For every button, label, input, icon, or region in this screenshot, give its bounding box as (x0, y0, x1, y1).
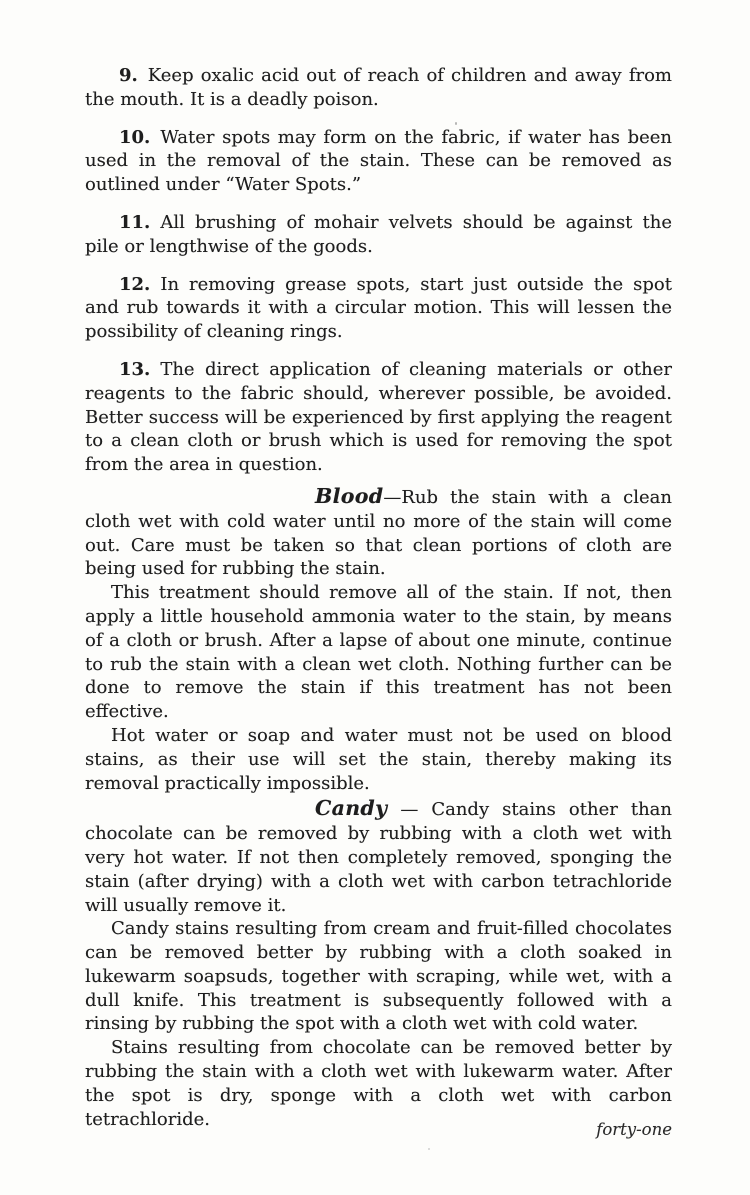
numbered-item-12 (85, 273, 672, 344)
candy-paragraph-3: Stains resulting from chocolate can be removed better by rubbing the stain with a cloth wet with lukewarm water. After the spot is dry, sponge with a cloth wet with carbon tetrachloride. (85, 1037, 672, 1130)
page-footer (596, 1120, 672, 1139)
item-number: 11. (119, 211, 151, 233)
blood-paragraph-2: This treatment should remove all of the stain. If not, then apply a little household ammonia water to the stain, by means of a cloth or brush. After a lapse of about one minute, continue to rub the stain with a clean wet cloth. Nothing further can be done to remove the stain if this treatment has not been effective. (85, 582, 672, 723)
section-blood (85, 485, 672, 795)
numbered-item-11 (85, 211, 672, 259)
item-number: 9. (119, 65, 138, 86)
scan-speck (428, 1148, 430, 1150)
paragraph-text: Candy stains other than chocolate can be removed by rubbing with a cloth wet with very hot water. If not then completely removed, sponging the stain (after drying) with a cloth wet with carbon tetrachloride will usually remove it. (85, 799, 672, 916)
numbered-item-13 (85, 358, 672, 477)
candy-paragraph-2: Candy stains resulting from cream and fruit-filled chocolates can be removed better by rubbing with a cloth soaked in lukewarm soapsuds, together with scraping, while wet, with a dull knife. This treatment is subsequently followed with a rinsing by rubbing the spot with a cloth wet with cold water. (85, 918, 672, 1035)
item-text: Keep oxalic acid out of reach of children and away from the mouth. It is a deadly poison. (85, 65, 672, 110)
item-text: All brushing of mohair velvets should be against the pile or lengthwise of the goods. (85, 211, 672, 257)
text-column (85, 64, 672, 1131)
candy-heading: Candy (315, 796, 388, 821)
paragraph-text: Rub the stain with a clean cloth wet with cold water until no more of the stain will come out. Care must be taken so that clean portions of cloth are being used for rubbing the stain. (85, 486, 672, 580)
item-text: In removing grease spots, start just outside the spot and rub towards it with a circular motion. This will lessen the possibility of cleaning rings. (85, 273, 672, 343)
blood-lead-paragraph (85, 485, 672, 581)
item-number: 13. (119, 358, 151, 380)
em-dash: — (387, 799, 432, 821)
candy-lead-paragraph (85, 797, 672, 917)
section-candy (85, 797, 672, 1131)
numbered-item-9 (85, 64, 672, 112)
blood-heading: Blood (315, 483, 384, 508)
item-text: Water spots may form on the fabric, if water has been used in the removal of the stain. These can be removed as outlined under “Water Spots.” (85, 126, 672, 196)
em-dash: — (383, 486, 402, 508)
numbered-item-10 (85, 126, 672, 197)
page-number: forty-one (596, 1120, 672, 1139)
blood-paragraph-3: Hot water or soap and water must not be used on blood stains, as their use will set the stain, thereby making its removal practically impossible. (85, 724, 672, 794)
item-text: The direct application of cleaning materials or other reagents to the fabric should, wherever possible, be avoided. Better success will be experienced by first applying the reagent to a clean cloth or brush which is used for removing the spot from the area in question. (85, 358, 672, 476)
item-number: 10. (119, 126, 151, 148)
item-number: 12. (119, 273, 151, 295)
